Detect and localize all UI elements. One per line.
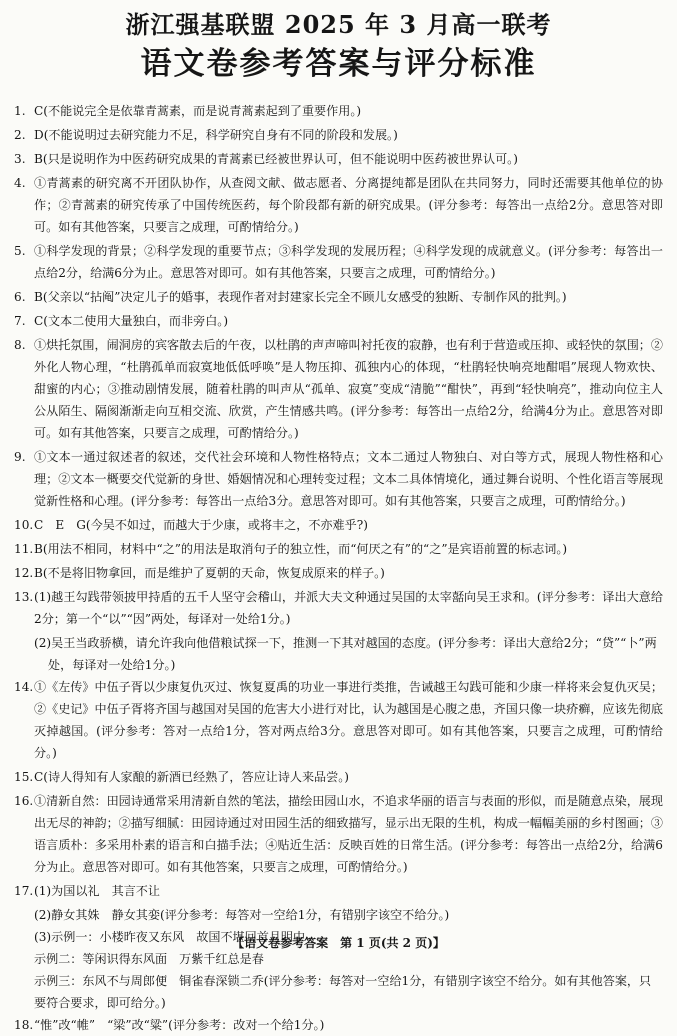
answer-item <box>14 766 663 788</box>
answer-item <box>14 1014 663 1036</box>
page-footer: 【语文卷参考答案 第 1 页(共 2 页)】 <box>232 936 445 950</box>
answer-item <box>14 124 663 146</box>
answer-text: ①清新自然：田园诗通常采用清新自然的笔法，描绘田园山水，不追求华丽的语言与表面的形似，而是随意点染，展现出无尽的神韵；②描写细腻：田园诗通过对田园生活的细致描写，显示出无限的生机，构成一幅幅美丽的乡村图画；③语言质朴：多采用朴素的语言和白描手法；④贴近生活：反映百姓的日常生活。(评分参考：每答出一点给2分，给满6分为止。意思答对即可。如有其他答案，只要言之成理，可酌情给分。) <box>34 794 663 874</box>
answer-text: C(文本二使用大量独白，而非旁白。) <box>34 314 229 328</box>
answer-number: 1. <box>14 104 26 118</box>
answer-item <box>14 334 663 444</box>
answer-item <box>14 240 663 284</box>
answer-item <box>14 676 663 764</box>
answer-item <box>14 790 663 878</box>
answer-text: D(不能说明过去研究能力不足，科学研究自身有不同的阶段和发展。) <box>34 128 398 142</box>
answer-item <box>14 514 663 536</box>
answer-subline: (3)示例一：小楼昨夜又东风 故国不堪回首月明中 <box>34 930 306 944</box>
answer-text: (1)越王勾践带领披甲持盾的五千人坚守会稽山，并派大夫文种通过吴国的太宰嚭向吴王求和。(评分参考：译出大意给2分；第一个“以”“因”两处，每译对一处给1分。) <box>34 590 663 626</box>
answer-text: “惟”改“帷” “梁”改“粱”(评分参考：改对一个给1分。) <box>34 1018 325 1032</box>
answer-text: B(用法不相同，材料中“之”的用法是取消句子的独立性，而“何厌之有”的“之”是宾语前置的标志词。) <box>34 542 568 556</box>
answer-number: 12. <box>14 566 34 580</box>
answer-text: ①科学发现的背景；②科学发现的重要节点；③科学发现的发展历程；④科学发现的成就意义。(评分参考：每答出一点给2分，给满6分为止。意思答对即可。如有其他答案，只要言之成理，可酌情给分。) <box>34 244 663 280</box>
answer-text: C E G(今吴不如过，而越大于少康，或将丰之，不亦难乎?) <box>34 518 368 532</box>
answer-number: 5. <box>14 244 26 258</box>
answer-number: 13. <box>14 590 34 604</box>
answer-number: 10. <box>14 518 34 532</box>
answer-subline: (2)静女其姝 静女其娈(评分参考：每答对一空给1分，有错别字该空不给分。) <box>34 908 450 922</box>
answer-number: 11. <box>14 542 34 556</box>
answer-item <box>14 172 663 238</box>
answer-number: 8. <box>14 338 26 352</box>
answer-item <box>14 100 663 122</box>
answer-number: 7. <box>14 314 26 328</box>
answer-item <box>14 586 663 630</box>
answer-item <box>14 446 663 512</box>
answer-text: B(只是说明作为中医药研究成果的青蒿素已经被世界认可，但不能说明中医药被世界认可。) <box>34 152 518 166</box>
answer-item <box>14 286 663 308</box>
answer-text: C(不能说完全是依靠青蒿素，而是说青蒿素起到了重要作用。) <box>34 104 362 118</box>
answer-item <box>14 538 663 560</box>
answer-text: B(父亲以“拈阄”决定儿子的婚事，表现作者对封建家长完全不顾儿女感受的独断、专制作风的批判。) <box>34 290 567 304</box>
answer-number: 14. <box>14 680 34 694</box>
answer-number: 18. <box>14 1018 34 1032</box>
answer-text: ①《左传》中伍子胥以少康复仇灭过、恢复夏禹的功业一事进行类推，告诫越王勾践可能和少康一样将来会复仇灭吴；②《史记》中伍子胥将齐国与越国对吴国的危害大小进行对比，认为越国是心腹之患，齐国只像一块疥癣，应该先彻底灭掉越国。(评分参考：答对一点给1分，答对两点给3分。意思答对即可。如有其他答案，只要言之成理，可酌情给分。) <box>34 680 663 760</box>
answer-number: 16. <box>14 794 34 808</box>
answer-text: C(诗人得知有人家酿的新酒已经熟了，答应让诗人来品尝。) <box>34 770 349 784</box>
answer-number: 4. <box>14 176 26 190</box>
answer-item <box>14 562 663 584</box>
answer-text: ①烘托氛围，闹洞房的宾客散去后的午夜，以杜鹃的声声啼叫衬托夜的寂静，也有利于营造或压抑、或轻快的氛围；②外化人物心理，“杜鹃孤单而寂寞地低低呼唤”是人物压抑、孤独内心的体现，“杜鹃轻快响亮地酣唱”展现人物欢快、甜蜜的内心；③推动剧情发展，随着杜鹃的叫声从“孤单、寂寞”变成“清脆”“酣快”，再到“轻快响亮”，推动向位主人公从陌生、隔阂渐渐走向互相交流、欣赏，产生情感共鸣。(评分参考：每答出一点给2分，给满4分为止。意思答对即可。如有其他答案，只要言之成理，可酌情给分。) <box>34 338 663 440</box>
answer-item <box>14 880 663 902</box>
answer-key-title: 语文卷参考答案与评分标准 <box>140 46 537 82</box>
answer-subline: (2)吴王当政骄横，请允许我向他借粮试探一下，推测一下其对越国的态度。(评分参考：译出大意给2分；“贷”“卜”两处，每译对一处给1分。) <box>34 636 657 672</box>
answer-number: 2. <box>14 128 26 142</box>
answer-number: 3. <box>14 152 26 166</box>
answer-list <box>14 100 663 1036</box>
answer-text: (1)为国以礼 其言不让 <box>34 884 160 898</box>
answer-item <box>14 310 663 332</box>
answer-subline: 示例二：等闲识得东风面 万紫千红总是春 <box>34 952 264 966</box>
answer-item <box>14 148 663 170</box>
answer-subline: 示例三：东风不与周郎便 铜雀春深锁二乔(评分参考：每答对一空给1分，有错别字该空不给分。如有其他答案，只要符合要求，即可给分。) <box>34 974 652 1010</box>
answer-number: 9. <box>14 450 26 464</box>
answer-number: 6. <box>14 290 26 304</box>
answer-text: ①青蒿素的研究离不开团队协作，从查阅文献、做志愿者、分离提纯都是团队在共同努力，同时还需要其他单位的协作；②青蒿素的研究传承了中国传统医药，每个阶段都有新的研究成果。(评分参考：每答出一点给2分。意思答对即可。如有其他答案，只要言之成理，可酌情给分。) <box>34 176 663 234</box>
exam-title: 浙江强基联盟 2025 年 3 月高一联考 <box>125 10 552 39</box>
answer-number: 15. <box>14 770 34 784</box>
answer-number: 17. <box>14 884 34 898</box>
answer-text: ①文本一通过叙述者的叙述，交代社会环境和人物性格特点；文本二通过人物独白、对白等方式，展现人物性格和心理；②文本一概要交代觉新的身世、婚姻情况和心理转变过程；文本二具体情境化，通过舞台说明、个性化语言等展现觉新性格和心理。(评分参考：每答出一点给3分。意思答对即可。如有其他答案，只要言之成理，可酌情给分。) <box>34 450 663 508</box>
answer-text: B(不是将旧物拿回，而是维护了夏朝的天命，恢复成原来的样子。) <box>34 566 385 580</box>
